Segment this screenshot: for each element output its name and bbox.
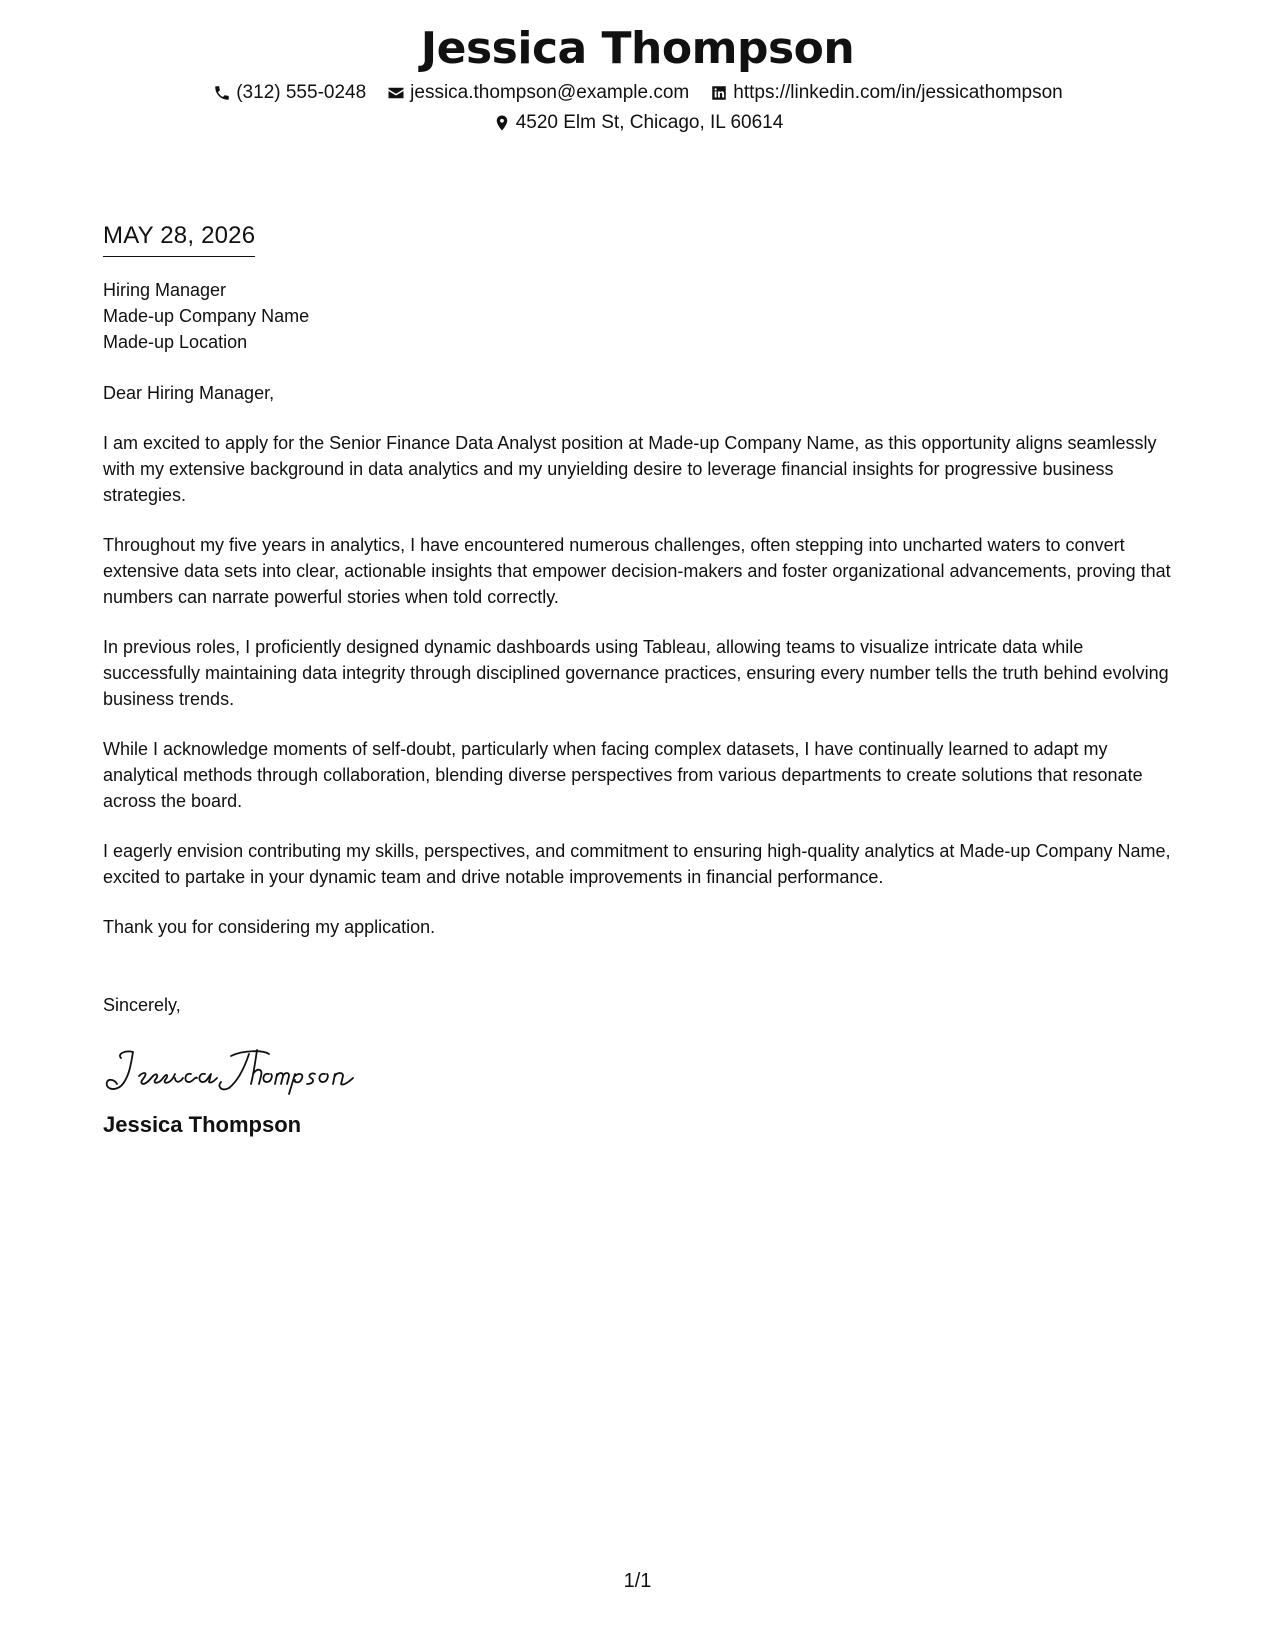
paragraph-thanks: Thank you for considering my application.: [103, 917, 436, 937]
letter-body: [103, 220, 1178, 1140]
letter-header: [0, 22, 1275, 138]
recipient-block: [103, 277, 1178, 355]
recipient-title: Hiring Manager: [103, 280, 227, 300]
paragraph-experience: Throughout my five years in analytics, I have encountered numerous challenges, often stepping into uncharted waters to convert extensive data sets into clear, actionable insights that empower decision-makers and foster organizational advancements, proving that numbers can narrate powerful stories when told correctly.: [103, 535, 1171, 607]
paragraph-contribution: I eagerly envision contributing my skills, perspectives, and commitment to ensuring high-quality analytics at Made-up Company Name, excited to partake in your dynamic team and drive notable improvements in financial performance.: [103, 841, 1171, 887]
page-indicator: 1/1: [623, 1570, 652, 1592]
phone-icon: [212, 83, 232, 103]
recipient-location: Made-up Location: [103, 332, 248, 352]
recipient-company: Made-up Company Name: [103, 306, 310, 326]
contact-line-secondary: [0, 108, 1275, 138]
contact-email[interactable]: [386, 78, 689, 108]
closing: Sincerely,: [103, 995, 181, 1015]
contact-linkedin[interactable]: [709, 78, 1063, 108]
envelope-icon: [386, 83, 406, 103]
contact-line-primary: [0, 78, 1275, 108]
salutation: Dear Hiring Manager,: [103, 383, 275, 403]
map-pin-icon: [492, 113, 512, 133]
paragraph-previous-roles: In previous roles, I proficiently designed dynamic dashboards using Tableau, allowing teams to visualize intricate data while successfully maintaining data integrity through disciplined governance practices, ensuring every number tells the truth behind evolving business trends.: [103, 637, 1169, 709]
paragraph-growth: While I acknowledge moments of self-doubt, particularly when facing complex datasets, I have continually learned to adapt my analytical methods through collaboration, blending diverse perspectives from various departments to create solutions that resonate across the board.: [103, 739, 1143, 811]
handwritten-signature: [103, 1046, 373, 1096]
paragraph-intro: I am excited to apply for the Senior Finance Data Analyst position at Made-up Company Name, as this opportunity aligns seamlessly with my extensive background in data analytics and my unyielding desire to leverage financial insights for progressive business strategies.: [103, 433, 1157, 505]
linkedin-url[interactable]: https://linkedin.com/in/jessicathompson: [733, 82, 1063, 103]
street-address: 4520 Elm St, Chicago, IL 60614: [515, 112, 784, 133]
contact-phone: [212, 78, 366, 108]
email-address[interactable]: jessica.thompson@example.com: [410, 82, 690, 103]
letter-date: MAY 28, 2026: [103, 220, 255, 257]
applicant-name: Jessica Thompson: [420, 23, 855, 74]
signature-graphic: [103, 1046, 373, 1096]
linkedin-icon: [709, 83, 729, 103]
contact-address: [492, 108, 784, 138]
phone-number: (312) 555-0248: [236, 82, 367, 103]
signed-name: Jessica Thompson: [103, 1112, 302, 1137]
